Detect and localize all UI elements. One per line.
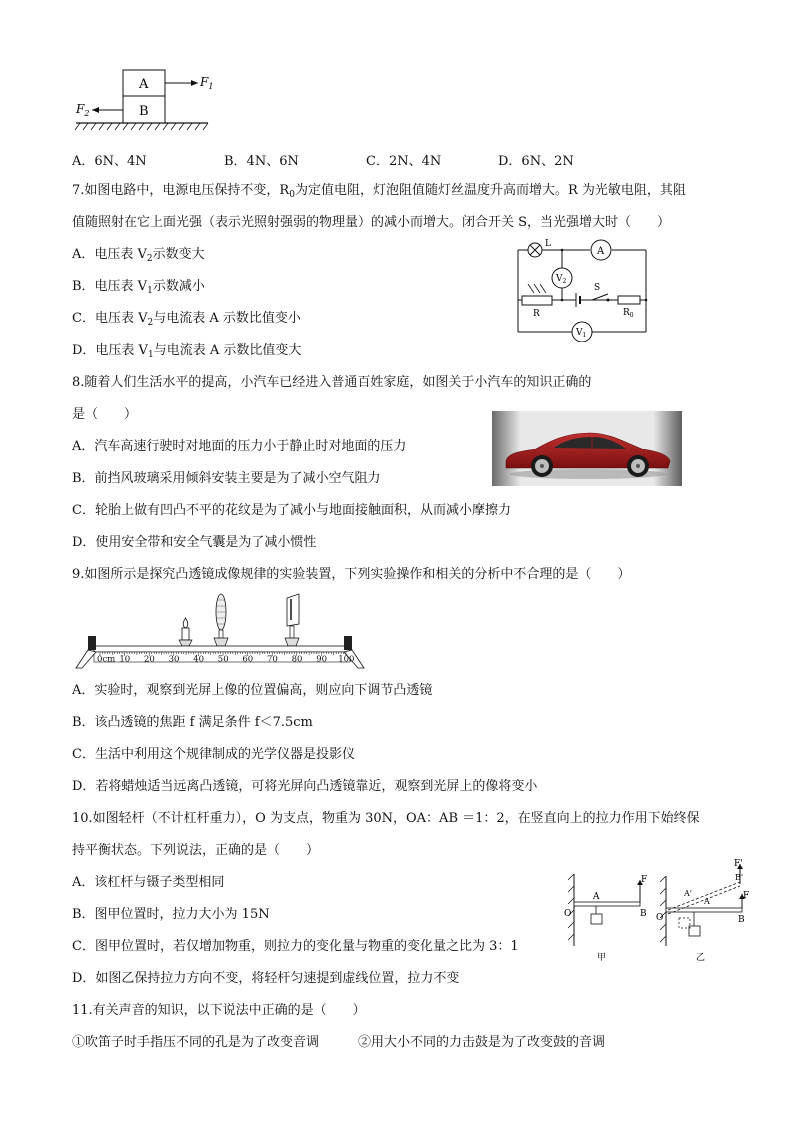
q11-statement-1: ①吹笛子时手指压不同的孔是为了改变音调 (72, 1035, 320, 1050)
weight (591, 914, 602, 924)
q10-option-c[interactable]: C．图甲位置时，若仅增加物重，则拉力的变化量与物重的变化量之比为 3：1 (72, 939, 519, 954)
q7-option-d[interactable]: D．电压表 $V_1$与电流表 A 示数比值变大 (72, 343, 302, 360)
bench-tick-label: 90 (316, 654, 328, 665)
label-b: B (738, 915, 745, 925)
voltmeter-v1-label: $V_1$ (576, 328, 587, 339)
q8-car-image (492, 411, 682, 486)
q6-option-a[interactable]: A．6N、4N (72, 154, 147, 169)
block-a-label: A (139, 77, 149, 92)
q7-stem-line1: 7.如图电路中，电源电压保持不变，$R_0$为定值电阻，灯泡阻值随灯丝温度升高而增大。R 为光敏电阻，其阻 (72, 183, 686, 200)
bench-tick-label: 60 (242, 654, 254, 665)
bench-tick-label: 30 (168, 654, 180, 665)
label-o: O (656, 913, 664, 923)
light-arrows (528, 284, 546, 293)
label-a: A (593, 892, 600, 902)
bench-tick-label: 0cm (97, 654, 116, 665)
q9-option-c[interactable]: C．生活中利用这个规律制成的光学仪器是投影仪 (72, 747, 355, 762)
force-f1-label: $F_1$ (200, 75, 214, 91)
q6-option-b[interactable]: B．4N、6N (224, 154, 299, 169)
caption-jia: 甲 (597, 953, 607, 963)
q7-option-a[interactable]: A．电压表 $V_2$示数变大 (72, 247, 205, 264)
q9-option-a[interactable]: A．实验时，观察到光屏上像的位置偏高，则应向下调节凸透镜 (72, 683, 433, 698)
q9-optical-bench (72, 590, 372, 672)
candle (179, 618, 192, 646)
label-f: F (743, 891, 750, 901)
label-f-prime: F' (734, 859, 743, 869)
label-f: F (641, 875, 648, 885)
weight-dashed (679, 918, 690, 928)
weight (689, 926, 700, 936)
bench-rail (94, 646, 350, 652)
resistor-r0-label: $R_0$ (623, 308, 634, 319)
bench-tick-label: 50 (217, 654, 229, 665)
q7-circuit-diagram (510, 238, 656, 342)
light-screen (285, 594, 299, 646)
force-f2-label: $F_2$ (76, 102, 90, 118)
bench-tick-label: 70 (267, 654, 278, 665)
q7-stem-line2: 值随照射在它上面光强（表示光照射强弱的物理量）的减小而增大。闭合开关 S，当光强增大时（ ） (72, 215, 671, 230)
bench-tick-label: 10 (119, 654, 131, 665)
q8-stem-line2: 是（ ） (72, 407, 138, 422)
convex-lens (214, 594, 228, 646)
q8-option-b[interactable]: B．前挡风玻璃采用倾斜安装主要是为了减小空气阻力 (72, 471, 381, 486)
bench-tick-label: 80 (291, 654, 303, 665)
q10-stem-line2: 持平衡状态。下列说法，正确的是（ ） (72, 843, 320, 858)
bench-tick-label: 20 (144, 654, 155, 665)
q8-option-c[interactable]: C．轮胎上做有凹凸不平的花纹是为了减小与地面接触面积，从而减小摩擦力 (72, 503, 511, 518)
bench-tick-label: 40 (193, 654, 205, 665)
q10-lever-figure-jia (560, 866, 660, 966)
q9-option-b[interactable]: B．该凸透镜的焦距 f 满足条件 f＜7.5cm (72, 715, 313, 730)
q10-option-d[interactable]: D．如图乙保持拉力方向不变，将轻杆匀速提到虚线位置，拉力不变 (72, 971, 460, 986)
label-a: A (704, 897, 710, 906)
battery (576, 293, 580, 307)
resistor-r0 (618, 296, 640, 304)
label-a-prime: A' (684, 889, 692, 898)
block-b-label: B (139, 104, 149, 119)
q7-option-b[interactable]: B．电压表 $V_1$示数减小 (72, 279, 205, 296)
bench-tick-label: 100 (338, 654, 355, 665)
lamp-label: L (545, 239, 551, 249)
q10-option-b[interactable]: B．图甲位置时，拉力大小为 15N (72, 907, 270, 922)
switch-label: S (594, 283, 601, 293)
lamp-l (528, 243, 542, 257)
q6-block-diagram (72, 64, 222, 136)
q8-stem-line1: 8.随着人们生活水平的提高，小汽车已经进入普通百姓家庭，如图关于小汽车的知识正确的 (72, 375, 592, 390)
q10-lever-figure-yi (652, 856, 752, 966)
caption-yi: 乙 (696, 953, 706, 963)
lever-rod (574, 902, 640, 906)
q7-option-c[interactable]: C．电压表 $V_2$与电流表 A 示数比值变小 (72, 311, 301, 328)
voltmeter-v2-label: $V_2$ (556, 274, 567, 285)
q6-option-d[interactable]: D．6N、2N (498, 154, 574, 169)
q9-stem: 9.如图所示是探究凸透镜成像规律的实验装置，下列实验操作和相关的分析中不合理的是（ ） (72, 567, 631, 582)
ground-hatch (75, 123, 208, 130)
label-b-prime: B' (735, 873, 744, 882)
q6-option-c[interactable]: C．2N、4N (366, 154, 442, 169)
photoresistor-r (522, 296, 552, 305)
q10-stem-line1: 10.如图轻杆（不计杠杆重力），O 为支点，物重为 30N，OA：AB ＝1：2，在竖直向上的拉力作用下始终保 (72, 811, 700, 826)
q8-option-a[interactable]: A．汽车高速行驶时对地面的压力小于静止时对地面的压力 (72, 439, 407, 454)
q10-option-a[interactable]: A．该杠杆与镊子类型相同 (72, 875, 225, 890)
label-o: O (564, 909, 572, 919)
ammeter-label: A (597, 246, 605, 257)
photoresistor-label: R (533, 309, 540, 319)
label-b: B (640, 909, 647, 919)
q11-statement-2: ②用大小不同的力击鼓是为了改变鼓的音调 (358, 1035, 606, 1050)
q8-option-d[interactable]: D．使用安全带和安全气囊是为了减小惯性 (72, 535, 317, 550)
q9-option-d[interactable]: D．若将蜡烛适当远离凸透镜，可将光屏向凸透镜靠近，观察到光屏上的像将变小 (72, 779, 538, 794)
q11-stem: 11.有关声音的知识，以下说法中正确的是（ ） (72, 1003, 366, 1018)
